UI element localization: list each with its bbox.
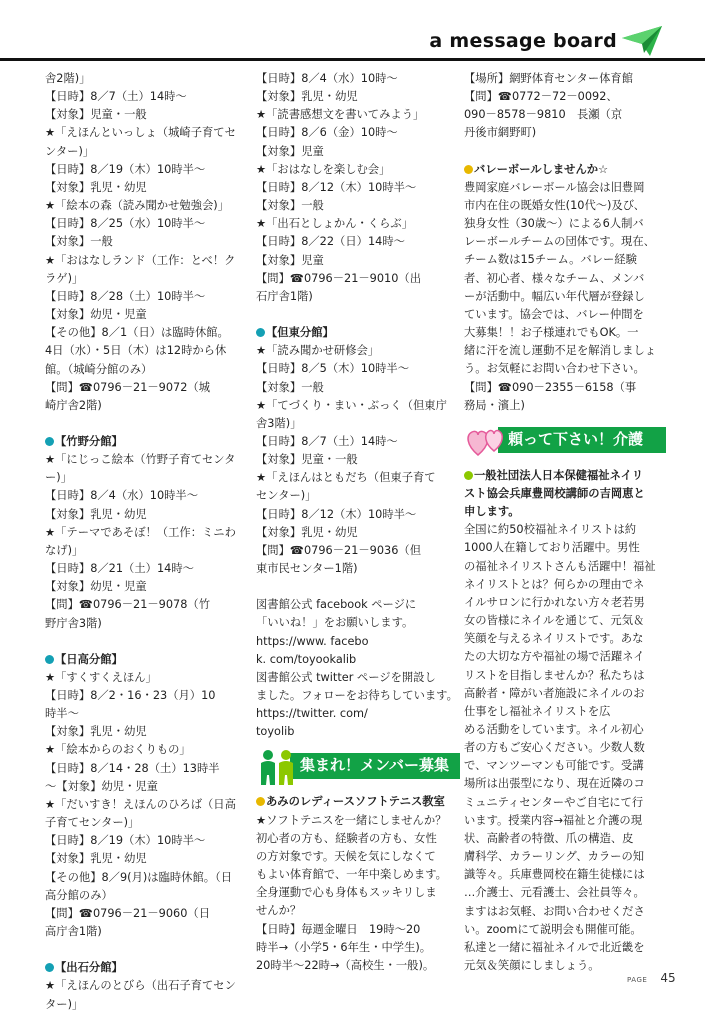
people-icon [256, 747, 302, 787]
text-line: 膚科学、カラーリング、カラーの知 [464, 850, 645, 864]
text-line: 【日時】8／21（土）14時〜 [45, 562, 194, 576]
text-line: 時半〜 [45, 707, 79, 721]
section-heading [464, 503, 666, 521]
header-rule [0, 58, 705, 61]
page-footer [627, 967, 676, 986]
members-wanted-banner [256, 747, 460, 787]
text-line: 高分館のみ） [45, 888, 113, 902]
text-line: める活動をしています。ネイル初心 [464, 723, 644, 736]
text-line: 石庁舎1階) [256, 289, 313, 303]
care-banner [464, 421, 666, 461]
spacer [45, 941, 249, 959]
paper-plane-icon [620, 22, 664, 58]
text-line: 子育てセンター)」 [45, 816, 140, 830]
text-line: 仕事をし福祉ネイリストを広 [464, 704, 611, 718]
text-line: 崎庁舎2階) [45, 398, 102, 412]
text-line: 【その他】8／9(月)は臨時休館。（日 [45, 870, 232, 884]
care-title: 頼って下さい！介護 [508, 429, 644, 448]
spacer [45, 415, 249, 433]
text-line: チーム数は15チーム。バレー経験 [464, 253, 637, 267]
text-line: ミュニティセンターやご自宅にて行 [464, 795, 644, 809]
text-line: ★「てづくり・まい・ぶっく（但東庁 [256, 398, 447, 412]
text-line: 【問】☎0796－21－9010（出 [256, 271, 422, 285]
section-heading-text: 【日高分館】 [55, 652, 123, 666]
text-line: 【対象】乳児・幼児 [256, 525, 358, 539]
text-line: 【日時】8／6（金）10時〜 [256, 126, 398, 140]
text-line: ★「えほんはともだち（但東子育て [256, 471, 436, 485]
text-line: で、マンツーマンも可能です。受講 [464, 759, 644, 773]
text-line: 4日（水）・5日（木）は12時から休 [45, 344, 227, 358]
board-title: a message board [429, 30, 617, 52]
text-line: 20時半〜22時→（高校生・一般)。 [256, 958, 435, 972]
text-line: 【日時】8／19（木）10時半〜 [45, 834, 206, 848]
text-line: ★ソフトテニスを一緒にしませんか？ [256, 813, 447, 827]
text-line: レーボールチームの団体です。現在、 [464, 235, 655, 249]
text-line: ★「テーマであそぼ！（工作：ミニわ [45, 525, 236, 539]
text-line: 【対象】乳児・幼児 [45, 725, 147, 739]
text-line: 【対象】一般 [256, 380, 324, 394]
text-line: 独身女性（30歳〜）による6人制バ [464, 217, 644, 231]
text-line: 市内在住の既婚女性(10代〜)及び、 [464, 198, 645, 212]
text-line: ★「すくすくえほん」 [45, 670, 157, 684]
text-line: 1000人在籍しており活躍中。男性 [464, 541, 640, 555]
section-heading-text: 【竹野分館】 [55, 434, 123, 448]
section-heading [256, 793, 460, 811]
section-heading [464, 485, 666, 503]
section-heading [464, 467, 666, 485]
text-line: 【対象】幼児・児童 [45, 308, 147, 322]
section-heading-text: あみのレディースソフトテニス教室 [266, 795, 445, 809]
text-line: 【問】☎0796－21－9036（但 [256, 543, 422, 557]
text-line: k. com/toyookalib [256, 652, 357, 666]
text-line: ンター)」 [45, 144, 95, 158]
bullet-dot-icon [256, 797, 265, 806]
text-line: 【対象】乳児・幼児 [256, 90, 358, 104]
text-line: せんか？ [256, 904, 302, 918]
text-line: 【対象】乳児・幼児 [45, 180, 147, 194]
page-number: 45 [660, 971, 676, 985]
text-line: 全国に約50校福祉ネイリストは約 [464, 523, 637, 537]
bullet-dot-icon [464, 471, 473, 480]
text-line: 【日時】8／4（水）10時半〜 [45, 489, 199, 503]
text-line: ★「えほんといっしょ（城崎子育てセ [45, 126, 236, 140]
text-line: 東市民センター1階) [256, 562, 358, 576]
text-line: 高庁舎1階) [45, 925, 102, 939]
text-line: ています。協会では、バレー仲間を [464, 307, 644, 321]
text-line: 場所は出張型になり、現在近隣のコ [464, 777, 645, 791]
text-line: 【対象】児童・一般 [256, 453, 358, 467]
section-heading-text: 申します。 [464, 505, 520, 519]
text-line: 館。（城崎分館のみ） [45, 362, 153, 376]
text-line: います。授業内容→福祉と介護の現 [464, 813, 643, 827]
section-heading-text: 【出石分館】 [55, 961, 123, 975]
bullet-dot-icon [45, 655, 54, 664]
text-line: 豊岡家庭バレーボール協会は旧豊岡 [464, 180, 645, 194]
text-line: の福祉ネイリストさんも活躍中！福祉 [464, 559, 656, 573]
text-line: う。お気軽にお問い合わせ下さい。 [464, 362, 645, 376]
text-line: 者、初心者、様々なチーム、メンバ [464, 271, 645, 285]
text-line: https://www. facebo [256, 634, 369, 648]
text-line: ★「にじっこ絵本（竹野子育てセンタ [45, 453, 236, 467]
text-line: ネイリストとは？何らかの理由でネ [464, 577, 645, 591]
text-line: ★「出石としょかん・くらぶ」 [256, 217, 413, 231]
text-line: イルサロンに行かれない方々老若男 [464, 595, 645, 609]
text-line: センター)」 [256, 489, 317, 503]
text-line: の方対象です。天候を気にしなくて [256, 849, 436, 863]
text-line: 舎3階)」 [256, 416, 302, 430]
column-3 [464, 70, 666, 975]
text-line: toyolib [256, 725, 295, 739]
text-line: 【日時】8／25（水）10時半〜 [45, 217, 206, 231]
text-line: ★「読書感想文を書いてみよう」 [256, 108, 425, 122]
text-line: 【日時】毎週金曜日 19時〜20 [256, 922, 421, 936]
text-line: 識等々。兵庫豊岡校在籍生徒様には [464, 868, 645, 882]
text-line: 【日時】8／4（水）10時〜 [256, 72, 398, 85]
text-line: 図書館公式 facebook ページに [256, 598, 417, 612]
text-line: 【対象】一般 [45, 235, 113, 249]
section-heading [256, 324, 460, 342]
text-line: 【日時】8／7（土）14時〜 [256, 434, 398, 448]
text-line: 【問】☎0796－21－9060（日 [45, 906, 211, 920]
text-line: 高齢者・障がい者施設にネイルのお [464, 686, 645, 700]
section-heading-text: 【但東分館】 [266, 326, 334, 340]
text-line: 者の方もご安心ください。少数人数 [464, 741, 645, 755]
text-line: 丹後市網野町) [464, 126, 537, 140]
spacer [45, 633, 249, 651]
text-line: 大募集！！お子様連れでもOK。一 [464, 326, 639, 340]
text-line: ★「絵本からのおくりもの」 [45, 743, 191, 757]
text-line: 【日時】8／14・28（土）13時半 [45, 761, 220, 775]
text-line: 【場所】網野体育センター体育館 [464, 72, 634, 85]
spacer [256, 578, 460, 596]
column-1 [45, 70, 249, 1014]
section-heading [45, 433, 249, 451]
text-line: …介護士、元看護士、会社員等々。 [464, 886, 645, 900]
text-line: 【問】☎0772－72－0092、 [464, 90, 618, 104]
text-line: 【問】☎090－2355－6158（事 [464, 380, 637, 394]
spacer [464, 143, 666, 161]
bullet-dot-icon [45, 437, 54, 446]
text-line: 元気＆笑顔にしましょう。 [464, 959, 600, 973]
text-line: 「いいね！」をお願いします。 [256, 616, 414, 630]
text-line: リストを目指しませんか？私たちは [464, 668, 645, 682]
hearts-icon [464, 421, 510, 461]
text-line: https://twitter. com/ [256, 707, 368, 721]
text-line: 【問】☎0796－21－9078（竹 [45, 598, 211, 612]
text-line: ★「おはなしランド（工作：とべ！ク [45, 253, 236, 267]
section-heading-text: バレーボールしませんか☆ [474, 162, 609, 176]
text-line: ター)」 [45, 997, 84, 1011]
text-line: 女の皆様にネイルを通じて、元気＆ [464, 614, 645, 628]
text-line: ラゲ)」 [45, 271, 84, 285]
text-line: 090－8578－9810 長瀬（京 [464, 108, 623, 122]
text-line: 時半→（小学5・6年生・中学生)。 [256, 940, 432, 954]
text-line: 【対象】児童 [256, 144, 324, 158]
text-line: 【対象】一般 [256, 199, 324, 213]
page-label: PAGE [627, 976, 648, 984]
text-line: 【その他】8／1（日）は臨時休館。 [45, 326, 229, 340]
bullet-dot-icon [256, 328, 265, 337]
text-line: 【日時】8／12（木）10時半〜 [256, 507, 417, 521]
section-heading-text: スト協会兵庫豊岡校講師の吉岡恵と [464, 486, 645, 500]
text-line: 【対象】児童・一般 [45, 108, 147, 122]
text-line: ました。フォローをお待ちしています。 [256, 689, 458, 702]
text-line: 図書館公式 twitter ページを開設し [256, 670, 436, 684]
text-line: 〜【対象】幼児・児童 [45, 779, 158, 793]
text-line: 笑顔を与えるネイリストです。あな [464, 632, 644, 646]
text-line: 緒に汗を流し運動不足を解消しましょ [464, 344, 657, 358]
text-line: 【問】☎0796－21－9072（城 [45, 380, 211, 394]
text-line: ★「だいすき！えほんのひろば（日高 [45, 797, 236, 811]
text-line: 状、高齢者の特徴、爪の構造、皮 [464, 831, 634, 845]
column-2 [256, 70, 460, 975]
text-line: 【対象】乳児・幼児 [45, 852, 147, 866]
text-line: 舎2階)」 [45, 72, 91, 85]
spacer [256, 306, 460, 324]
text-line: ますはお気軽、お問い合わせくださ [464, 904, 645, 918]
section-heading [45, 959, 249, 977]
text-line: もよい体育館で、一年中楽しめます。 [256, 868, 447, 882]
text-line: 初心者の方も、経験者の方も、女性 [256, 831, 437, 845]
text-line: なげ)」 [45, 543, 84, 557]
text-line: ★「絵本の森（読み聞かせ勉強会)」 [45, 199, 229, 213]
text-line: 【日時】8／19（木）10時半〜 [45, 162, 206, 176]
section-heading [464, 161, 666, 179]
text-line: い。zoomにて説明会も開催可能。 [464, 922, 642, 936]
text-line: ★「えほんのとびら（出石子育てセン [45, 979, 236, 993]
text-line: 全身運動で心も身体もスッキリしま [256, 886, 437, 900]
bullet-dot-icon [45, 963, 54, 972]
text-line: たの大切な方や福祉の場で活躍ネイ [464, 650, 645, 664]
text-line: ★「読み聞かせ研修会」 [256, 344, 380, 358]
section-heading-text: 一般社団法人日本保健福祉ネイリ [474, 468, 644, 482]
text-line: 【日時】8／7（土）14時〜 [45, 90, 187, 104]
text-line: 【対象】乳児・幼児 [45, 507, 147, 521]
text-line: 野庁舎3階) [45, 616, 102, 630]
members-wanted-title: 集まれ！メンバー募集 [300, 756, 449, 775]
text-line: 【日時】8／2・16・23（月）10 [45, 689, 216, 702]
text-line: 私達と一緒に福祉ネイルで北近畿を [464, 940, 645, 954]
text-line: 【対象】児童 [256, 253, 324, 267]
text-line: 【対象】幼児・児童 [45, 580, 147, 594]
text-line: 【日時】8／12（木）10時半〜 [256, 180, 417, 194]
text-line: ーが活動中。幅広い年代層が登録し [464, 289, 645, 303]
text-line: ー)」 [45, 471, 73, 485]
text-line: 【日時】8／28（土）10時半〜 [45, 289, 206, 303]
bullet-dot-icon [464, 165, 473, 174]
section-heading [45, 651, 249, 669]
text-line: 務局・濱上) [464, 398, 525, 412]
text-line: 【日時】8／5（木）10時半〜 [256, 362, 410, 376]
text-line: 【日時】8／22（日）14時〜 [256, 235, 405, 249]
text-line: ★「おはなしを楽しむ会」 [256, 162, 391, 176]
